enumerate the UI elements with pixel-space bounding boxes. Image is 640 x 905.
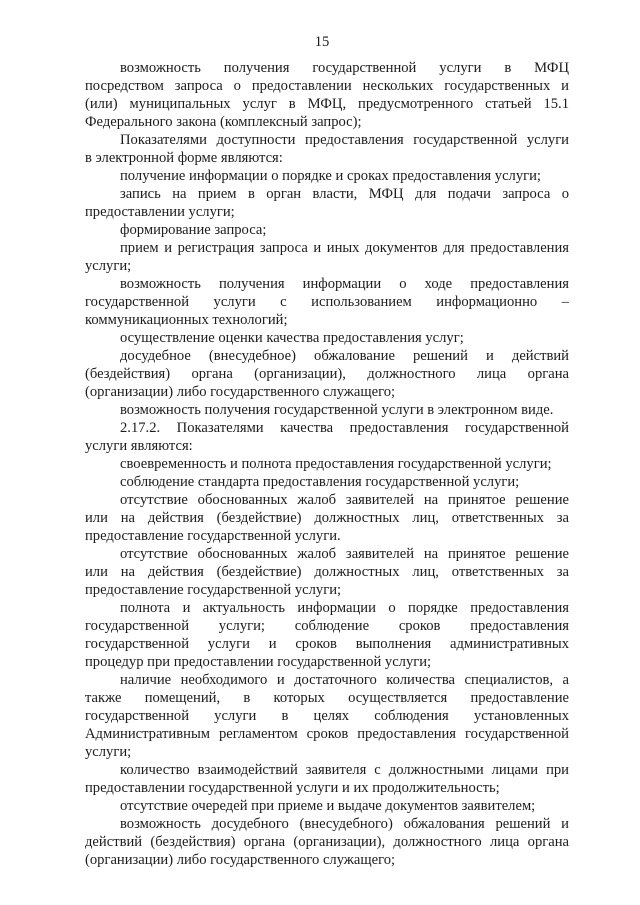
paragraph [85,329,569,347]
paragraph-line: предоставлении услуги; [85,204,235,220]
paragraph [85,221,569,239]
paragraph-line: услуги; [85,744,132,760]
paragraph-line: или на действия (бездействие) должностных лиц, ответственных за [85,510,569,526]
paragraph-line: своевременность и полнота предоставления государственной услуги; [120,456,552,472]
paragraph [85,761,569,797]
paragraph [85,59,569,131]
paragraph-line: досудебное (внесудебное) обжалование решений и действий [120,348,569,364]
paragraph-line: действий (бездействия) органа (организации), должностного лица органа [85,834,569,850]
paragraph [85,185,569,221]
paragraph [85,275,569,329]
paragraph-line: в электронной форме являются: [85,150,283,166]
paragraph-line: возможность получения информации о ходе предоставления [120,276,569,292]
paragraph-line: осуществление оценки качества предоставления услуг; [120,330,464,346]
paragraph-line: наличие необходимого и достаточного количества специалистов, а [120,672,569,688]
paragraph [85,167,569,185]
paragraph-line: (организации) либо государственного служащего; [85,852,396,868]
paragraph [85,545,569,599]
paragraph-line: государственной услуги в целях соблюдения установленных [85,708,569,724]
paragraph-line: государственной услуги с использованием информационно – [85,294,569,310]
paragraph-line: государственной услуги и сроков выполнения административных [85,636,569,652]
paragraph-line: или на действия (бездействие) должностных лиц, ответственных за [85,564,569,580]
paragraph-line: Показателями доступности предоставления государственной услуги [120,132,569,148]
paragraph [85,815,569,869]
section-paragraph-2-17-2 [85,419,569,455]
paragraph-line: (организации) либо государственного служащего; [85,384,396,400]
paragraph-line: соблюдение стандарта предоставления государственной услуги; [120,474,520,490]
paragraph-line: предоставление государственной услуги; [85,582,342,598]
paragraph-line: государственной услуги; соблюдение сроков предоставления [85,618,569,634]
paragraph [85,671,569,761]
paragraph-line: Федерального закона (комплексный запрос); [85,114,362,130]
paragraph-line: также помещений, в которых осуществляется предоставление [85,690,569,706]
paragraph-line: возможность получения государственной услуги в электронном виде. [120,402,554,418]
paragraph-line: отсутствие обоснованных жалоб заявителей на принятое решение [120,492,569,508]
paragraph-line: возможность досудебного (внесудебного) обжалования решений и [120,816,569,832]
paragraph-line: предоставлении государственной услуги и их продолжительность; [85,780,500,796]
paragraph [85,347,569,401]
paragraph-line: посредством запроса о предоставлении нескольких государственных и [85,78,569,94]
paragraph-line: формирование запроса; [120,222,267,238]
paragraph [85,401,569,419]
paragraph-line: получение информации о порядке и сроках предоставления услуги; [120,168,541,184]
paragraph [85,797,569,815]
paragraph-line: Административным регламентом сроков предоставления государственной [85,726,569,742]
paragraph-line: процедур при предоставлении государственной услуги; [85,654,432,670]
paragraph-line: (бездействия) органа (организации), должностного лица органа [85,366,569,382]
paragraph-line: отсутствие очередей при приеме и выдаче документов заявителем; [120,798,536,814]
paragraph-line: предоставление государственной услуги. [85,528,341,544]
paragraph [85,473,569,491]
paragraph-line: коммуникационных технологий; [85,312,288,328]
paragraph-line: (или) муниципальных услуг в МФЦ, предусмотренного статьей 15.1 [85,96,569,112]
paragraph-line: 2.17.2. Показателями качества предоставления государственной [120,420,569,436]
paragraph [85,455,569,473]
document-body [85,59,569,869]
paragraph-line: возможность получения государственной услуги в МФЦ [120,60,569,76]
paragraph-line: прием и регистрация запроса и иных документов для предоставления [120,240,569,256]
paragraph [85,491,569,545]
paragraph-line: отсутствие обоснованных жалоб заявителей на принятое решение [120,546,569,562]
paragraph-line: запись на прием в орган власти, МФЦ для подачи запроса о [120,186,569,202]
paragraph-line: услуги; [85,258,132,274]
page-number: 15 [314,34,330,50]
paragraph [85,599,569,671]
paragraph-line: полнота и актуальность информации о порядке предоставления [120,600,569,616]
paragraph [85,239,569,275]
paragraph-line: количество взаимодействий заявителя с должностными лицами при [120,762,569,778]
paragraph [85,131,569,167]
paragraph-line: услуги являются: [85,438,193,454]
